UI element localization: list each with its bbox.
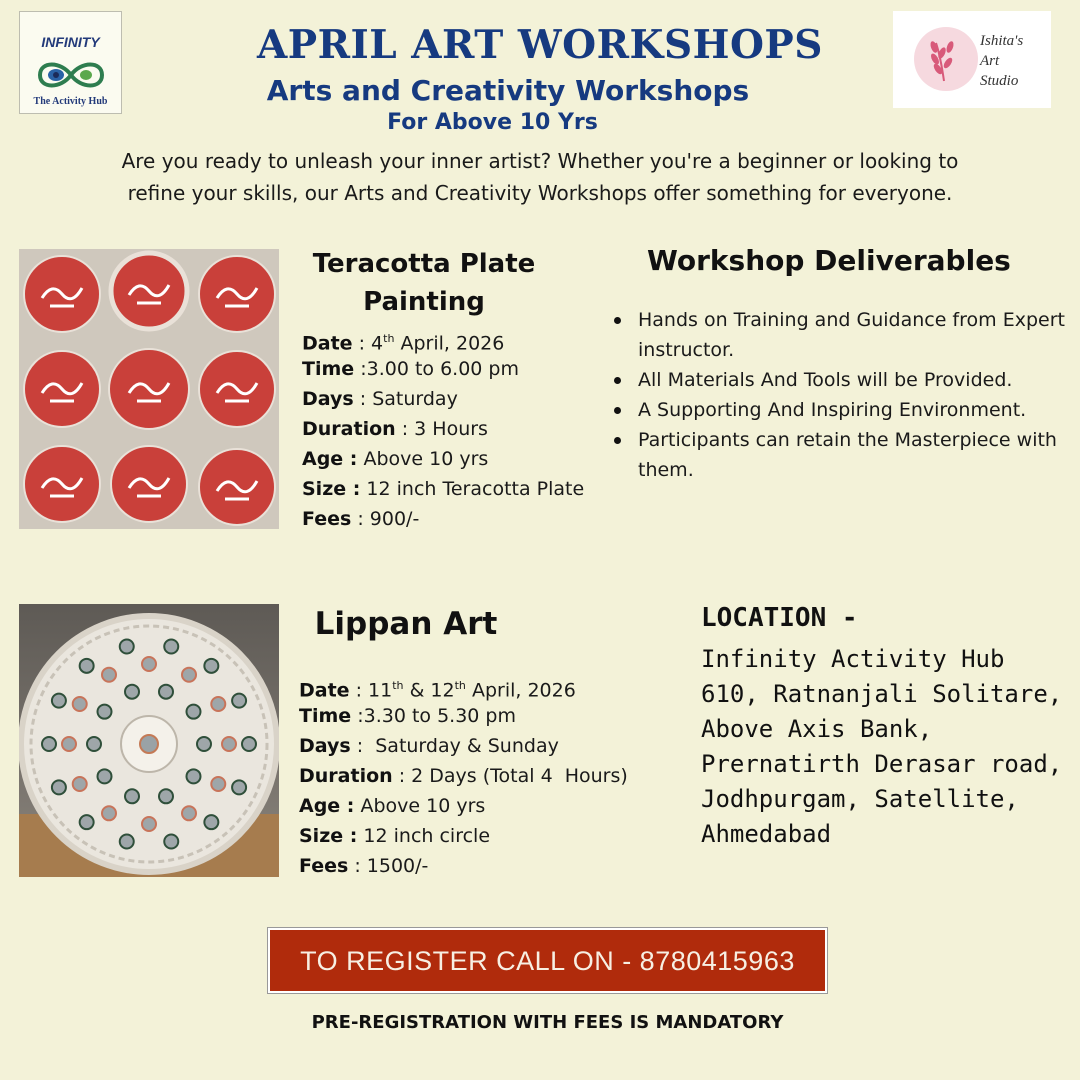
mirror-inlay <box>62 737 76 751</box>
mirror-inlay <box>232 694 246 708</box>
teracotta-plates-photo <box>19 249 279 529</box>
logo-infinity-text: INFINITY <box>41 34 100 50</box>
address-line: 610, Ratnanjali Solitare, <box>701 680 1063 708</box>
mirror-inlay <box>211 697 225 711</box>
mirror-inlay <box>102 806 116 820</box>
logo-activity-hub-text: The Activity Hub <box>33 96 108 107</box>
mirror-inlay <box>186 705 200 719</box>
workshop2-age: Age : Above 10 yrs <box>299 795 486 817</box>
deliverables-list <box>612 305 1072 485</box>
workshop2-fees: Fees : 1500/- <box>299 855 429 877</box>
mirror-inlay <box>242 737 256 751</box>
workshop1-title-line2: Painting <box>363 287 485 317</box>
mirror-inlay <box>87 737 101 751</box>
mirror-inlay <box>80 659 94 673</box>
mirror-inlay <box>142 657 156 671</box>
list-item: Hands on Training and Guidance from Expert instructor. <box>612 305 1072 365</box>
register-call-button[interactable]: TO REGISTER CALL ON - 8780415963 <box>268 928 827 993</box>
workshop2-duration: Duration : 2 Days (Total 4 Hours) <box>299 765 628 787</box>
address-line: Above Axis Bank, <box>701 715 933 743</box>
mirror-inlay <box>182 806 196 820</box>
intro-paragraph: Are you ready to unleash your inner artist? Whether you're a beginner or looking to refine your skills, our Arts and Creativity Workshops offer something for everyone. <box>121 149 959 205</box>
workshop1-title <box>300 245 548 321</box>
mirror-inlay <box>125 789 139 803</box>
list-item: All Materials And Tools will be Provided. <box>612 365 1072 395</box>
mirror-inlay <box>102 668 116 682</box>
mirror-inlay <box>197 737 211 751</box>
page-title: APRIL ART WORKSHOPS <box>257 22 823 68</box>
mirror-inlay <box>211 777 225 791</box>
mirror-inlay <box>222 737 236 751</box>
mirror-inlay <box>186 769 200 783</box>
workshop2-time: Time :3.30 to 5.30 pm <box>299 705 516 727</box>
mirror-inlay <box>164 640 178 654</box>
mirror-inlay <box>80 815 94 829</box>
workshop2-days: Days : Saturday & Sunday <box>299 735 559 757</box>
workshop1-time: Time :3.00 to 6.00 pm <box>302 358 519 380</box>
workshop1-date: Date : 4th April, 2026 <box>302 332 505 355</box>
deliverables-heading: Workshop Deliverables <box>647 244 1011 277</box>
mirror-inlay <box>232 780 246 794</box>
mirror-inlay <box>125 685 139 699</box>
mirror-inlay <box>120 640 134 654</box>
workshop1-days: Days : Saturday <box>302 388 458 410</box>
bullet-icon <box>614 317 621 324</box>
address-line: Ahmedabad <box>701 820 832 848</box>
list-item: Participants can retain the Masterpiece with them. <box>612 425 1072 485</box>
list-item: A Supporting And Inspiring Environment. <box>612 395 1072 425</box>
bullet-icon <box>614 407 621 414</box>
logo-art-text: Art <box>980 53 1000 69</box>
workshop1-duration: Duration : 3 Hours <box>302 418 488 440</box>
bullet-icon <box>614 437 621 444</box>
workshop1-title-line1: Teracotta Plate <box>312 249 536 279</box>
age-group-heading: For Above 10 Yrs <box>387 110 598 135</box>
logo-ishitas-text: Ishita's <box>980 33 1024 49</box>
mirror-inlay <box>52 694 66 708</box>
mirror-inlay <box>159 789 173 803</box>
lippan-art-photo <box>19 604 279 877</box>
mirror-inlay <box>98 705 112 719</box>
location-heading: LOCATION - <box>701 603 858 633</box>
bullet-icon <box>614 377 621 384</box>
mirror-inlay <box>204 815 218 829</box>
workshop2-date: Date : 11th & 12th April, 2026 <box>299 679 576 702</box>
page-subtitle: Arts and Creativity Workshops <box>266 74 750 107</box>
mirror-inlay <box>42 737 56 751</box>
mirror-inlay <box>73 697 87 711</box>
mirror-inlay <box>52 780 66 794</box>
mirror-inlay <box>182 668 196 682</box>
workshop1-fees: Fees : 900/- <box>302 508 420 530</box>
mirror-inlay <box>164 834 178 848</box>
address-line: Infinity Activity Hub <box>701 645 1005 673</box>
address-line: Prernatirth Derasar road, <box>701 750 1063 778</box>
workshop1-size: Size : 12 inch Teracotta Plate <box>302 478 585 500</box>
mirror-inlay <box>98 769 112 783</box>
mirror-inlay <box>204 659 218 673</box>
mirror-inlay <box>159 685 173 699</box>
mirror-inlay <box>142 817 156 831</box>
mirror-inlay <box>73 777 87 791</box>
workshop1-age: Age : Above 10 yrs <box>302 448 489 470</box>
address-line: Jodhpurgam, Satellite, <box>701 785 1019 813</box>
workshop2-title: Lippan Art <box>314 606 498 642</box>
mirror-inlay <box>120 834 134 848</box>
workshop2-size: Size : 12 inch circle <box>299 825 491 847</box>
logo-studio-text: Studio <box>980 73 1019 89</box>
location-address <box>701 642 1062 852</box>
pre-registration-note: PRE-REGISTRATION WITH FEES IS MANDATORY <box>311 1012 784 1033</box>
